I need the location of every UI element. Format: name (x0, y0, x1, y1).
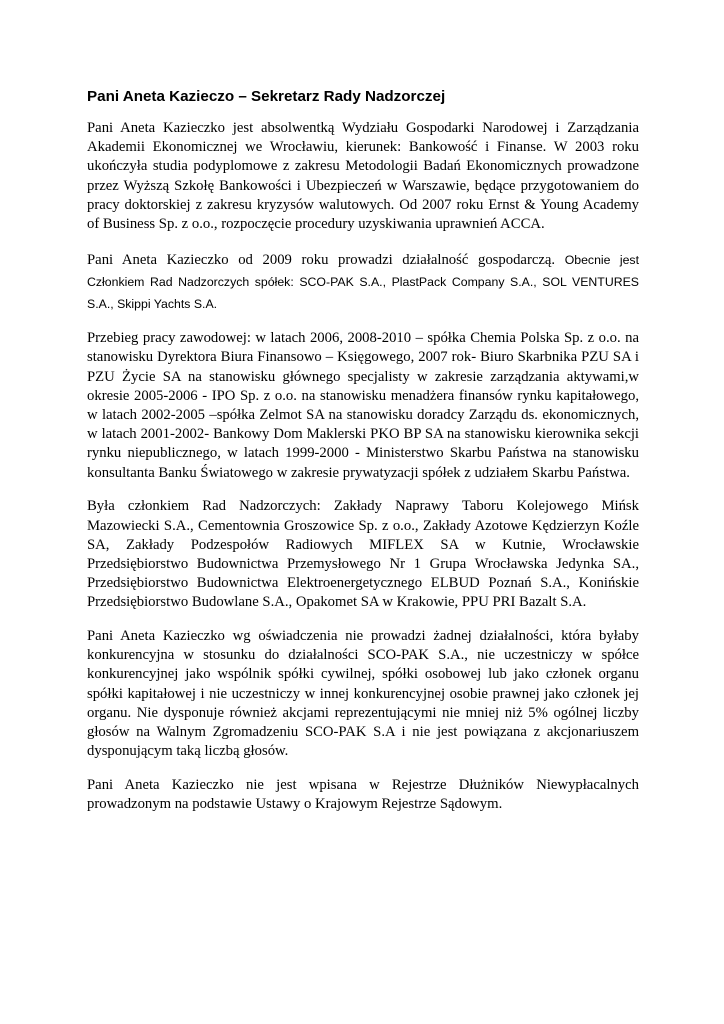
page-title: Pani Aneta Kazieczo – Sekretarz Rady Nadzorczej (87, 88, 446, 105)
paragraph-registry: Pani Aneta Kazieczko nie jest wpisana w Rejestrze Dłużników Niewypłacalnych prowadzonym na podstawie Ustawy o Krajowym Rejestrze Sądowym. (87, 776, 639, 813)
paragraph-education: Pani Aneta Kazieczko jest absolwentką Wydziału Gospodarki Narodowej i Zarządzania Akademii Ekonomicznej we Wrocławiu, kierunek: Bankowość i Finanse. W 2003 roku ukończyła studia podyplomowe z zakresu Metodologii Badań Ekonomicznych prowadzone przez Wyższą Szkołę Bankowości i Ubezpieczeń w Warszawie, będące przygotowaniem do pracy doktorskiej z zakresu kryzysów walutowych. Od 2007 roku Ernst & Young Academy of Business Sp. z o.o., rozpoczęcie procedury uzyskiwania uprawnień ACCA. (87, 120, 639, 233)
paragraph-career: Przebieg pracy zawodowej: w latach 2006, 2008-2010 – spółka Chemia Polska Sp. z o.o. na stanowisku Dyrektora Biura Finansowo – Księgowego, 2007 rok- Biuro Skarbnika PZU SA i PZU Życie SA na stanowisku głównego specjalisty w zakresie zarządzania aktywami,w okresie 2005-2006 - IPO Sp. z o.o. na stanowisku menadżera finansów rynku kapitałowego, w latach 2002-2005 –spółka Zelmot SA na stanowisku doradcy Zarządu ds. ekonomicznych, w latach 2001-2002- Bankowy Dom Maklerski PKO BP SA na stanowisku kierownika sekcji rynku niepublicznego, w latach 1999-2000 - Ministerstwo Skarbu Państwa na stanowisku konsultanta Banku Światowego w zakresie prywatyzacji spółek z udziałem Skarbu Państwa. (87, 330, 639, 481)
paragraph-former-boards: Była członkiem Rad Nadzorczych: Zakłady Naprawy Taboru Kolejowego Mińsk Mazowiecki S.A., Cementownia Groszowice Sp. z o.o., Zakłady Azotowe Kędzierzyn Koźle SA, Zakłady Podzespołów Radiowych MIFLEX SA w Kutnie, Wrocławskie Przedsiębiorstwo Budownictwa Przemysłowego Nr 1 Grupa Wrocławska Jedynka SA., Przedsiębiorstwo Budownictwa Elektroenergetycznego ELBUD Poznań S.A., Konińskie Przedsiębiorstwo Budowlane S.A., Opakomet SA w Krakowie, PPU PRI Bazalt S.A. (87, 498, 639, 611)
paragraph-declaration: Pani Aneta Kazieczko wg oświadczenia nie prowadzi żadnej działalności, która byłaby konkurencyjna w stosunku do działalności SCO-PAK S.A., nie uczestniczy w spółce konkurencyjnej jako wspólnik spółki cywilnej, spółki osobowej lub jako członek organu spółki kapitałowej i nie uczestniczy w innej konkurencyjnej osobie prawnej jako członek jej organu. Nie dysponuje również akcjami reprezentującymi nie mniej niż 5% ogólnej liczby głosów na Walnym Zgromadzeniu SCO-PAK S.A i nie jest powiązana z akcjonariuszem dysponującym taką liczbą głosów. (87, 628, 639, 760)
paragraph-supervisory-boards-current: Obecnie jest Członkiem Rad Nadzorczych spółek: SCO-PAK S.A., PlastPack Company S.A., SOL VENTURES S.A., Skippi Yachts S.A. (87, 252, 639, 311)
paragraph-current-roles (87, 249, 639, 315)
document-body (87, 119, 639, 829)
paragraph-business-activity: Pani Aneta Kazieczko od 2009 roku prowadzi działalność gospodarczą. (87, 251, 556, 268)
